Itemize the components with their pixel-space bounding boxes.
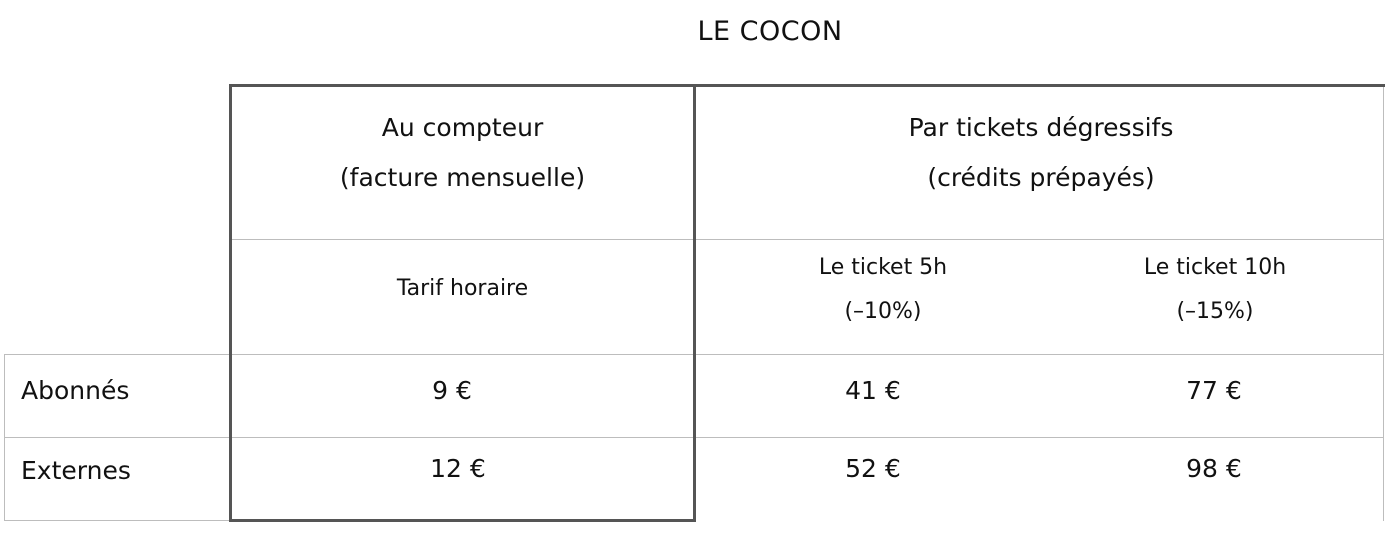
table-border (229, 519, 696, 522)
row-label-externes: Externes (21, 456, 131, 485)
header-ticket10-line1: Le ticket 10h (1143, 255, 1287, 280)
divider (4, 520, 230, 521)
cell-externes-ticket10: 98 € (1186, 454, 1242, 483)
cell-abonnes-ticket10: 77 € (1186, 376, 1242, 405)
row-label-abonnes: Abonnés (21, 376, 130, 405)
header-ticket5-line2: (–10%) (844, 299, 922, 324)
cell-abonnes-ticket5: 41 € (845, 376, 901, 405)
header-ticket10-line2: (–15%) (1176, 299, 1254, 324)
divider (4, 354, 5, 521)
header-tickets-line1: Par tickets dégressifs (908, 113, 1174, 142)
header-compteur-line1: Au compteur (381, 113, 544, 142)
page-title: LE COCON (697, 16, 843, 47)
cell-externes-ticket5: 52 € (845, 454, 901, 483)
table-border (229, 84, 1385, 87)
cell-externes-tarif: 12 € (430, 454, 486, 483)
header-ticket5-line1: Le ticket 5h (818, 255, 948, 280)
header-tickets-line2: (crédits prépayés) (927, 163, 1155, 192)
divider (231, 239, 1384, 240)
header-compteur-line2: (facture mensuelle) (339, 163, 586, 192)
header-tarif-horaire: Tarif horaire (396, 276, 529, 301)
cell-abonnes-tarif: 9 € (432, 376, 472, 405)
